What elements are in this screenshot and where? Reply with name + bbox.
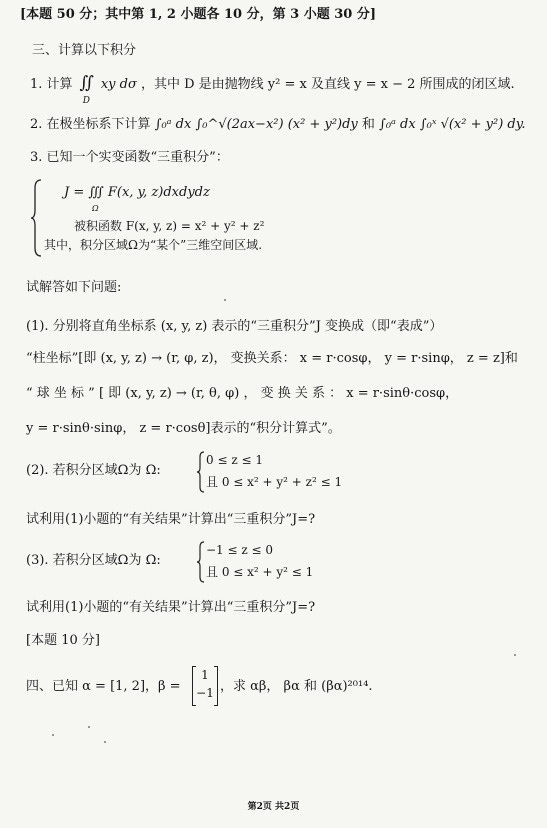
q3-j-definition: J = ∭ F(x, y, z)dxdydz: [64, 185, 210, 200]
part2-condition-1: 0 ≤ z ≤ 1: [206, 453, 263, 467]
q3-brace-block: [30, 178, 330, 256]
question-3-intro: 3. 已知一个实变函数“三重积分”：: [30, 150, 229, 165]
integral-domain: D: [82, 96, 90, 106]
left-brace-icon: [30, 178, 44, 258]
scan-speck: [514, 654, 516, 656]
part2-prefix: (2). 若积分区域Ω为 Ω:: [26, 463, 161, 478]
q4-prefix: 四、已知 α = [1, 2]，β =: [26, 679, 181, 694]
part1-line-3: “ 球 坐 标 ” [ 即 (x, y, z) → (r, θ, φ) ， 变 换 关 系 ： x = r·sinθ·cosφ，: [26, 386, 459, 401]
scan-speck: [104, 741, 106, 743]
scan-speck: [52, 734, 54, 736]
part3-condition-1: −1 ≤ z ≤ 0: [206, 543, 274, 557]
question-1: [30, 73, 515, 106]
scan-speck: [88, 726, 90, 728]
q3-omega-subscript: Ω: [92, 204, 99, 213]
beta-entry-2: −1: [196, 686, 214, 700]
q3-integrand-definition: 被积函数 F(x, y, z) = x² + y² + z²: [74, 219, 265, 233]
left-brace-icon: [196, 541, 206, 583]
part2-condition-2: 且 0 ≤ x² + y² + z² ≤ 1: [206, 475, 343, 489]
q2-and: 和: [361, 117, 375, 132]
part3-condition-2: 且 0 ≤ x² + y² ≤ 1: [206, 565, 314, 579]
part3-block: [0, 539, 547, 585]
beta-entry-1: 1: [201, 668, 209, 682]
part1-line-4: y = r·sinθ·sinφ， z = r·cosθ]表示的“积分计算式”。: [26, 421, 341, 436]
q2-integral-2: ∫₀ᵃ dx ∫₀ˣ √(x² + y²) dy.: [379, 117, 526, 132]
part3-prefix: (3). 若积分区域Ω为 Ω:: [26, 553, 161, 568]
q1-integrand: xy dσ: [100, 77, 137, 92]
section-header-10: [本题 10 分]: [26, 633, 100, 648]
page-footer: 第2页 共2页: [247, 802, 300, 812]
q2-integral-1: ∫₀ᵃ dx ∫₀^√(2ax−x²) (x² + y²)dy: [154, 117, 358, 132]
q1-description: ，其中 D 是由抛物线 y² = x 及直线 y = x − 2 所围成的闭区域.: [140, 77, 515, 92]
part1-line-2: “柱坐标”[即 (x, y, z) → (r, φ, z)， 变换关系： x = r·cosφ， y = r·sinφ， z = z]和: [26, 351, 518, 366]
part2-ask: 试利用(1)小题的“有关结果”计算出“三重积分”J=?: [26, 512, 316, 527]
section-header-50: [本题 50 分；其中第 1, 2 小题各 10 分，第 3 小题 30 分]: [20, 7, 377, 22]
part2-block: [0, 449, 547, 495]
question-2: [30, 116, 525, 134]
q1-prefix: 1. 计算: [30, 77, 73, 92]
q3-region-definition: 其中，积分区域Ω为“某个”三维空间区域.: [44, 238, 263, 252]
q2-prefix: 2. 在极坐标系下计算: [30, 117, 151, 132]
q4-question: ，求 αβ， βα 和 (βα)²⁰¹⁴.: [220, 679, 373, 694]
integral-sign: ∬: [79, 73, 94, 93]
q1-double-integral: [77, 73, 97, 106]
section3-title: 三、计算以下积分: [32, 43, 137, 58]
question-4: [0, 666, 547, 708]
part3-ask: 试利用(1)小题的“有关结果”计算出“三重积分”J=?: [26, 600, 316, 615]
part1-line-1: (1). 分别将直角坐标系 (x, y, z) 表示的“三重积分”J 变换成（即“表成”）: [26, 319, 443, 334]
scan-speck: [224, 299, 226, 301]
beta-column-vector: [192, 666, 218, 706]
answer-prompt: 试解答如下问题:: [26, 280, 122, 295]
left-brace-icon: [196, 451, 206, 493]
